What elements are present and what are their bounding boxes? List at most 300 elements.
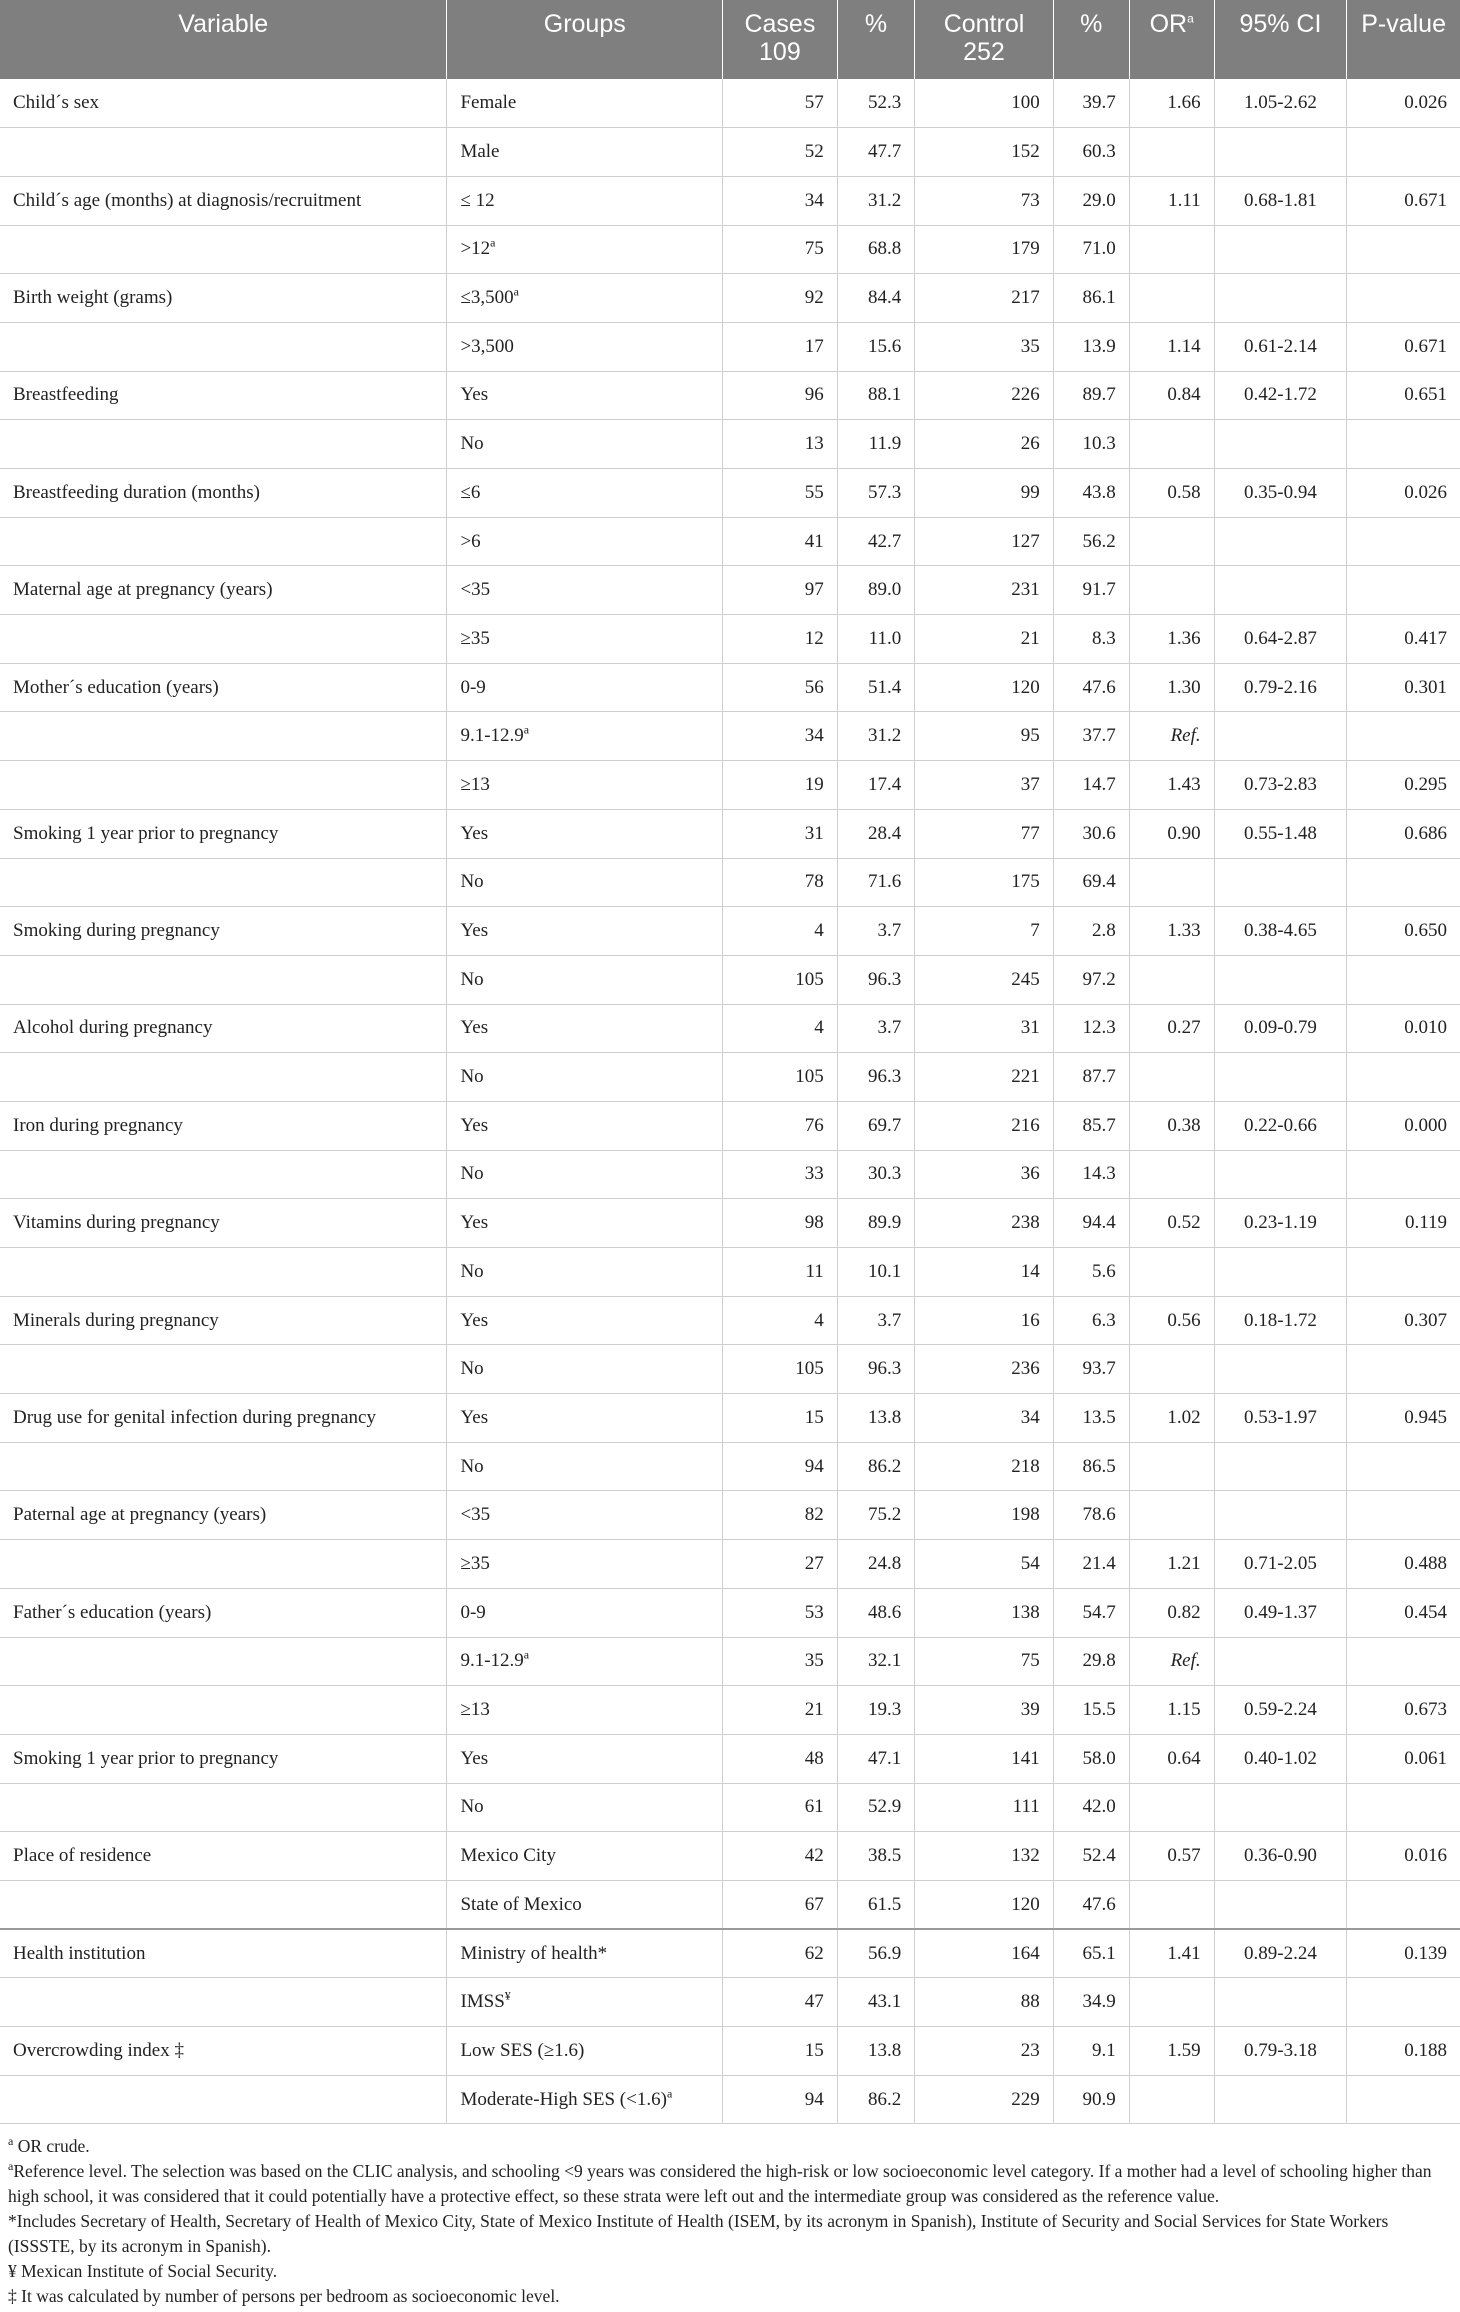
cell-variable: Smoking 1 year prior to pregnancy (0, 1734, 447, 1783)
cell-group: ≥13 (447, 761, 723, 810)
cell-variable: Smoking during pregnancy (0, 907, 447, 956)
cell-ci (1214, 2075, 1347, 2124)
cell-or: 1.11 (1129, 176, 1214, 225)
cell-group: Yes (447, 1199, 723, 1248)
cell-variable (0, 128, 447, 177)
cell-control-percent: 12.3 (1053, 1004, 1129, 1053)
cell-cases-percent: 52.3 (837, 79, 914, 128)
cell-control: 127 (915, 517, 1054, 566)
table-row (0, 1004, 1460, 1053)
cell-or: 1.21 (1129, 1540, 1214, 1589)
cell-ci (1214, 858, 1347, 907)
cell-or (1129, 566, 1214, 615)
cell-control: 35 (915, 322, 1054, 371)
cell-p-value: 0.000 (1347, 1101, 1460, 1150)
cell-cases: 48 (723, 1734, 838, 1783)
cell-ci: 0.79-3.18 (1214, 2027, 1347, 2076)
cell-cases-percent: 42.7 (837, 517, 914, 566)
cell-group: No (447, 955, 723, 1004)
cell-control: 37 (915, 761, 1054, 810)
cell-control-percent: 37.7 (1053, 712, 1129, 761)
cell-cases-percent: 48.6 (837, 1588, 914, 1637)
cell-cases-percent: 75.2 (837, 1491, 914, 1540)
cell-cases-percent: 38.5 (837, 1832, 914, 1881)
cell-or (1129, 2075, 1214, 2124)
table-row (0, 517, 1460, 566)
cell-or: 0.82 (1129, 1588, 1214, 1637)
cell-control: 216 (915, 1101, 1054, 1150)
cell-p-value (1347, 955, 1460, 1004)
cell-control-percent: 2.8 (1053, 907, 1129, 956)
cell-p-value (1347, 1345, 1460, 1394)
cell-cases: 94 (723, 2075, 838, 2124)
cell-group: No (447, 420, 723, 469)
cell-variable: Health institution (0, 1929, 447, 1978)
cell-p-value (1347, 1783, 1460, 1832)
table-row (0, 907, 1460, 956)
cell-cases-percent: 3.7 (837, 1004, 914, 1053)
cell-group: State of Mexico (447, 1880, 723, 1929)
cell-group: No (447, 858, 723, 907)
cell-control: 31 (915, 1004, 1054, 1053)
cell-control: 179 (915, 225, 1054, 274)
cell-or: 0.52 (1129, 1199, 1214, 1248)
cell-ci (1214, 274, 1347, 323)
cell-cases: 4 (723, 907, 838, 956)
cell-p-value (1347, 274, 1460, 323)
cell-or (1129, 1150, 1214, 1199)
group-superscript: a (490, 236, 496, 251)
cell-variable (0, 1880, 447, 1929)
cell-control: 229 (915, 2075, 1054, 2124)
table-row (0, 1150, 1460, 1199)
cell-cases: 15 (723, 1394, 838, 1443)
cell-variable (0, 225, 447, 274)
cell-variable: Child´s age (months) at diagnosis/recruitment (0, 176, 447, 225)
cell-control-percent: 47.6 (1053, 1880, 1129, 1929)
table-row (0, 1540, 1460, 1589)
cell-control-percent: 30.6 (1053, 809, 1129, 858)
cell-variable (0, 1978, 447, 2027)
cell-or: Ref. (1129, 1637, 1214, 1686)
cell-p-value: 0.119 (1347, 1199, 1460, 1248)
cell-group: ≤ 12 (447, 176, 723, 225)
cell-variable (0, 1686, 447, 1735)
cell-cases: 97 (723, 566, 838, 615)
cell-cases: 52 (723, 128, 838, 177)
cell-ci (1214, 128, 1347, 177)
cell-cases: 75 (723, 225, 838, 274)
table-row (0, 2075, 1460, 2124)
cell-control: 14 (915, 1248, 1054, 1297)
cell-group: No (447, 1248, 723, 1297)
group-superscript: a (523, 1648, 530, 1663)
cell-ci: 0.36-0.90 (1214, 1832, 1347, 1881)
cell-group: >3,500 (447, 322, 723, 371)
cell-control-percent: 29.0 (1053, 176, 1129, 225)
cell-cases: 15 (723, 2027, 838, 2076)
cell-cases-percent: 51.4 (837, 663, 914, 712)
cell-control-percent: 90.9 (1053, 2075, 1129, 2124)
cell-cases: 31 (723, 809, 838, 858)
cell-control: 138 (915, 1588, 1054, 1637)
cell-variable (0, 615, 447, 664)
cell-cases: 33 (723, 1150, 838, 1199)
cell-control: 236 (915, 1345, 1054, 1394)
cell-cases: 13 (723, 420, 838, 469)
cell-cases: 42 (723, 1832, 838, 1881)
cell-cases: 62 (723, 1929, 838, 1978)
cell-or (1129, 1248, 1214, 1297)
cell-ci: 0.59-2.24 (1214, 1686, 1347, 1735)
table-row (0, 1734, 1460, 1783)
cell-or (1129, 1880, 1214, 1929)
table-row (0, 955, 1460, 1004)
table-row (0, 274, 1460, 323)
cell-or: 1.02 (1129, 1394, 1214, 1443)
cell-or: 1.43 (1129, 761, 1214, 810)
cell-cases: 53 (723, 1588, 838, 1637)
table-row (0, 79, 1460, 128)
cell-ci: 0.49-1.37 (1214, 1588, 1347, 1637)
cell-or (1129, 1442, 1214, 1491)
cell-p-value: 0.417 (1347, 615, 1460, 664)
cell-ci (1214, 1150, 1347, 1199)
cell-cases: 34 (723, 712, 838, 761)
cell-or: 1.14 (1129, 322, 1214, 371)
cell-cases: 27 (723, 1540, 838, 1589)
cell-or (1129, 420, 1214, 469)
cell-control-percent: 91.7 (1053, 566, 1129, 615)
cell-or (1129, 1783, 1214, 1832)
cell-variable (0, 1150, 447, 1199)
cell-control: 100 (915, 79, 1054, 128)
cell-variable: Birth weight (grams) (0, 274, 447, 323)
cell-ci: 0.09-0.79 (1214, 1004, 1347, 1053)
cell-control-percent: 14.3 (1053, 1150, 1129, 1199)
cell-p-value (1347, 858, 1460, 907)
cell-group: Male (447, 128, 723, 177)
cell-ci (1214, 1978, 1347, 2027)
cell-cases-percent: 19.3 (837, 1686, 914, 1735)
header-or: $OR^a$ (1129, 0, 1214, 79)
cell-control-percent: 89.7 (1053, 371, 1129, 420)
cell-control-percent: 15.5 (1053, 1686, 1129, 1735)
cell-or: 1.41 (1129, 1929, 1214, 1978)
cell-cases-percent: 57.3 (837, 469, 914, 518)
cell-cases: 12 (723, 615, 838, 664)
cell-group: No (447, 1783, 723, 1832)
group-superscript: a (666, 2086, 673, 2101)
cell-control: 23 (915, 2027, 1054, 2076)
cell-variable: Mother´s education (years) (0, 663, 447, 712)
cell-ci: 0.71-2.05 (1214, 1540, 1347, 1589)
cell-p-value (1347, 517, 1460, 566)
cell-variable (0, 420, 447, 469)
cell-p-value (1347, 1880, 1460, 1929)
cell-control-percent: 10.3 (1053, 420, 1129, 469)
cell-cases: 41 (723, 517, 838, 566)
footnote: ¥ Mexican Institute of Social Security. (8, 2261, 278, 2282)
cell-control-percent: 34.9 (1053, 1978, 1129, 2027)
cell-control-percent: 29.8 (1053, 1637, 1129, 1686)
cell-variable: Vitamins during pregnancy (0, 1199, 447, 1248)
cell-group: Yes (447, 907, 723, 956)
cell-or: 0.84 (1129, 371, 1214, 420)
cell-control-percent: 69.4 (1053, 858, 1129, 907)
cell-control-percent: 60.3 (1053, 128, 1129, 177)
cell-group: No (447, 1150, 723, 1199)
cell-control-percent: 86.5 (1053, 1442, 1129, 1491)
cell-group: ≤6 (447, 469, 723, 518)
cell-cases-percent: 88.1 (837, 371, 914, 420)
table-row (0, 176, 1460, 225)
cell-variable (0, 1637, 447, 1686)
cell-p-value (1347, 1978, 1460, 2027)
cell-variable: Minerals during pregnancy (0, 1296, 447, 1345)
cell-p-value: 0.026 (1347, 469, 1460, 518)
cell-control: 238 (915, 1199, 1054, 1248)
table-row (0, 1491, 1460, 1540)
cell-p-value: 0.945 (1347, 1394, 1460, 1443)
cell-group: 0-9 (447, 1588, 723, 1637)
cell-variable (0, 955, 447, 1004)
cell-or: 0.90 (1129, 809, 1214, 858)
cell-ci (1214, 1637, 1347, 1686)
cell-control-percent: 78.6 (1053, 1491, 1129, 1540)
table-row (0, 1296, 1460, 1345)
table-row (0, 371, 1460, 420)
cell-ci (1214, 225, 1347, 274)
cell-group: <35 (447, 1491, 723, 1540)
cell-variable: Paternal age at pregnancy (years) (0, 1491, 447, 1540)
cell-p-value (1347, 1150, 1460, 1199)
cell-cases: 78 (723, 858, 838, 907)
cell-cases: 67 (723, 1880, 838, 1929)
cell-control: 16 (915, 1296, 1054, 1345)
table-row (0, 1637, 1460, 1686)
cell-control: 245 (915, 955, 1054, 1004)
table-row (0, 663, 1460, 712)
cell-cases: 96 (723, 371, 838, 420)
cell-variable: Child´s sex (0, 79, 447, 128)
cell-control-percent: 56.2 (1053, 517, 1129, 566)
footnote: ‡ It was calculated by number of persons per bedroom as socioeconomic level. (8, 2286, 560, 2307)
cell-ci (1214, 712, 1347, 761)
cell-ci: 1.05-2.62 (1214, 79, 1347, 128)
cell-control-percent: 8.3 (1053, 615, 1129, 664)
table-row (0, 1929, 1460, 1978)
cell-cases: 61 (723, 1783, 838, 1832)
cell-variable: Drug use for genital infection during pregnancy (0, 1394, 447, 1443)
cell-or: 0.57 (1129, 1832, 1214, 1881)
cell-or (1129, 1345, 1214, 1394)
cell-cases: 4 (723, 1004, 838, 1053)
cell-control-percent: 9.1 (1053, 2027, 1129, 2076)
table-row (0, 469, 1460, 518)
cell-control-percent: 5.6 (1053, 1248, 1129, 1297)
cell-ci: 0.55-1.48 (1214, 809, 1347, 858)
cell-variable (0, 1442, 447, 1491)
cell-group: Ministry of health* (447, 1929, 723, 1978)
cell-ci (1214, 1053, 1347, 1102)
cell-cases-percent: 11.9 (837, 420, 914, 469)
cell-cases-percent: 30.3 (837, 1150, 914, 1199)
cell-or (1129, 128, 1214, 177)
cell-ci: 0.40-1.02 (1214, 1734, 1347, 1783)
cell-control: 75 (915, 1637, 1054, 1686)
cell-cases: 92 (723, 274, 838, 323)
table-row (0, 1978, 1460, 2027)
cell-p-value: 0.307 (1347, 1296, 1460, 1345)
cell-p-value (1347, 566, 1460, 615)
cell-p-value: 0.188 (1347, 2027, 1460, 2076)
cell-ci: 0.42-1.72 (1214, 371, 1347, 420)
cell-or (1129, 274, 1214, 323)
group-superscript: a (513, 284, 519, 299)
header-control-percent: % (1053, 0, 1129, 79)
cell-p-value: 0.673 (1347, 1686, 1460, 1735)
cell-group: ≥35 (447, 615, 723, 664)
cell-p-value (1347, 225, 1460, 274)
cell-control-percent: 85.7 (1053, 1101, 1129, 1150)
header-cases-percent: % (837, 0, 914, 79)
footnote: *Includes Secretary of Health, Secretary of Health of Mexico City, State of Mexico Institute of Health (ISEM, by its acronym in Spanish), Institute of Security and Social Services for State Workers (ISSSTE, by its acronym in Spanish). (8, 2211, 1389, 2257)
cell-p-value (1347, 128, 1460, 177)
cell-variable: Breastfeeding (0, 371, 447, 420)
cell-group: Yes (447, 1394, 723, 1443)
cell-or: 0.64 (1129, 1734, 1214, 1783)
cell-p-value: 0.671 (1347, 176, 1460, 225)
cell-ci: 0.68-1.81 (1214, 176, 1347, 225)
cell-cases-percent: 13.8 (837, 1394, 914, 1443)
cell-control-percent: 13.9 (1053, 322, 1129, 371)
cell-p-value (1347, 1053, 1460, 1102)
cell-cases-percent: 61.5 (837, 1880, 914, 1929)
group-superscript: ¥ (504, 1988, 511, 2003)
cell-control-percent: 54.7 (1053, 1588, 1129, 1637)
cell-ci (1214, 955, 1347, 1004)
cell-control: 226 (915, 371, 1054, 420)
cell-variable: Iron during pregnancy (0, 1101, 447, 1150)
cell-variable (0, 858, 447, 907)
cell-control: 120 (915, 1880, 1054, 1929)
cell-control-percent: 97.2 (1053, 955, 1129, 1004)
cell-group: Yes (447, 1296, 723, 1345)
header-p-value: P-value (1347, 0, 1460, 79)
cell-control: 7 (915, 907, 1054, 956)
cell-control: 77 (915, 809, 1054, 858)
cell-p-value: 0.686 (1347, 809, 1460, 858)
cell-cases-percent: 56.9 (837, 1929, 914, 1978)
cell-control-percent: 71.0 (1053, 225, 1129, 274)
cell-or: 1.59 (1129, 2027, 1214, 2076)
cell-p-value: 0.061 (1347, 1734, 1460, 1783)
cell-control-percent: 52.4 (1053, 1832, 1129, 1881)
cell-cases-percent: 86.2 (837, 2075, 914, 2124)
cell-p-value: 0.671 (1347, 322, 1460, 371)
table-row (0, 1248, 1460, 1297)
cell-variable: Breastfeeding duration (months) (0, 469, 447, 518)
table-row (0, 1588, 1460, 1637)
cell-variable (0, 322, 447, 371)
header-ci: 95% CI (1214, 0, 1347, 79)
cell-control: 217 (915, 274, 1054, 323)
cell-ci: 0.61-2.14 (1214, 322, 1347, 371)
cell-cases: 19 (723, 761, 838, 810)
cell-cases: 82 (723, 1491, 838, 1540)
cell-p-value: 0.651 (1347, 371, 1460, 420)
cell-cases: 11 (723, 1248, 838, 1297)
table-row (0, 1199, 1460, 1248)
cell-variable (0, 2075, 447, 2124)
cell-group: >6 (447, 517, 723, 566)
cell-cases-percent: 43.1 (837, 1978, 914, 2027)
cell-cases-percent: 71.6 (837, 858, 914, 907)
cell-control: 152 (915, 128, 1054, 177)
cell-or: Ref. (1129, 712, 1214, 761)
cell-ci (1214, 517, 1347, 566)
cell-control-percent: 58.0 (1053, 1734, 1129, 1783)
cell-control-percent: 87.7 (1053, 1053, 1129, 1102)
cell-control-percent: 21.4 (1053, 1540, 1129, 1589)
cell-or: 1.33 (1129, 907, 1214, 956)
cell-control-percent: 93.7 (1053, 1345, 1129, 1394)
cell-or (1129, 1053, 1214, 1102)
header-variable: Variable (0, 0, 447, 79)
cell-p-value (1347, 2075, 1460, 2124)
cell-cases-percent: 47.1 (837, 1734, 914, 1783)
cell-or: 1.66 (1129, 79, 1214, 128)
cell-control: 141 (915, 1734, 1054, 1783)
header-cases: Cases 109 (723, 0, 838, 79)
cell-control: 120 (915, 663, 1054, 712)
cell-p-value (1347, 1637, 1460, 1686)
cell-or (1129, 1978, 1214, 2027)
cell-control-percent: 42.0 (1053, 1783, 1129, 1832)
cell-control: 39 (915, 1686, 1054, 1735)
cell-group: Female (447, 79, 723, 128)
cell-control-percent: 86.1 (1053, 274, 1129, 323)
cell-cases-percent: 96.3 (837, 1345, 914, 1394)
cell-variable: Father´s education (years) (0, 1588, 447, 1637)
cell-group: Low SES (≥1.6) (447, 2027, 723, 2076)
cell-cases: 55 (723, 469, 838, 518)
cell-p-value: 0.026 (1347, 79, 1460, 128)
cell-cases-percent: 10.1 (837, 1248, 914, 1297)
cell-control-percent: 43.8 (1053, 469, 1129, 518)
cell-cases: 47 (723, 1978, 838, 2027)
cell-variable: Alcohol during pregnancy (0, 1004, 447, 1053)
cell-cases-percent: 15.6 (837, 322, 914, 371)
table-row (0, 420, 1460, 469)
cell-cases: 57 (723, 79, 838, 128)
cell-p-value: 0.301 (1347, 663, 1460, 712)
table-row (0, 1832, 1460, 1881)
table-row (0, 1442, 1460, 1491)
cell-cases-percent: 3.7 (837, 907, 914, 956)
cell-cases-percent: 68.8 (837, 225, 914, 274)
cell-or: 0.58 (1129, 469, 1214, 518)
cell-group: Yes (447, 1101, 723, 1150)
cell-cases-percent: 11.0 (837, 615, 914, 664)
cell-p-value: 0.016 (1347, 1832, 1460, 1881)
cell-group: Yes (447, 1004, 723, 1053)
cell-p-value: 0.488 (1347, 1540, 1460, 1589)
cell-p-value: 0.295 (1347, 761, 1460, 810)
cell-ci (1214, 1491, 1347, 1540)
cell-ci (1214, 566, 1347, 615)
